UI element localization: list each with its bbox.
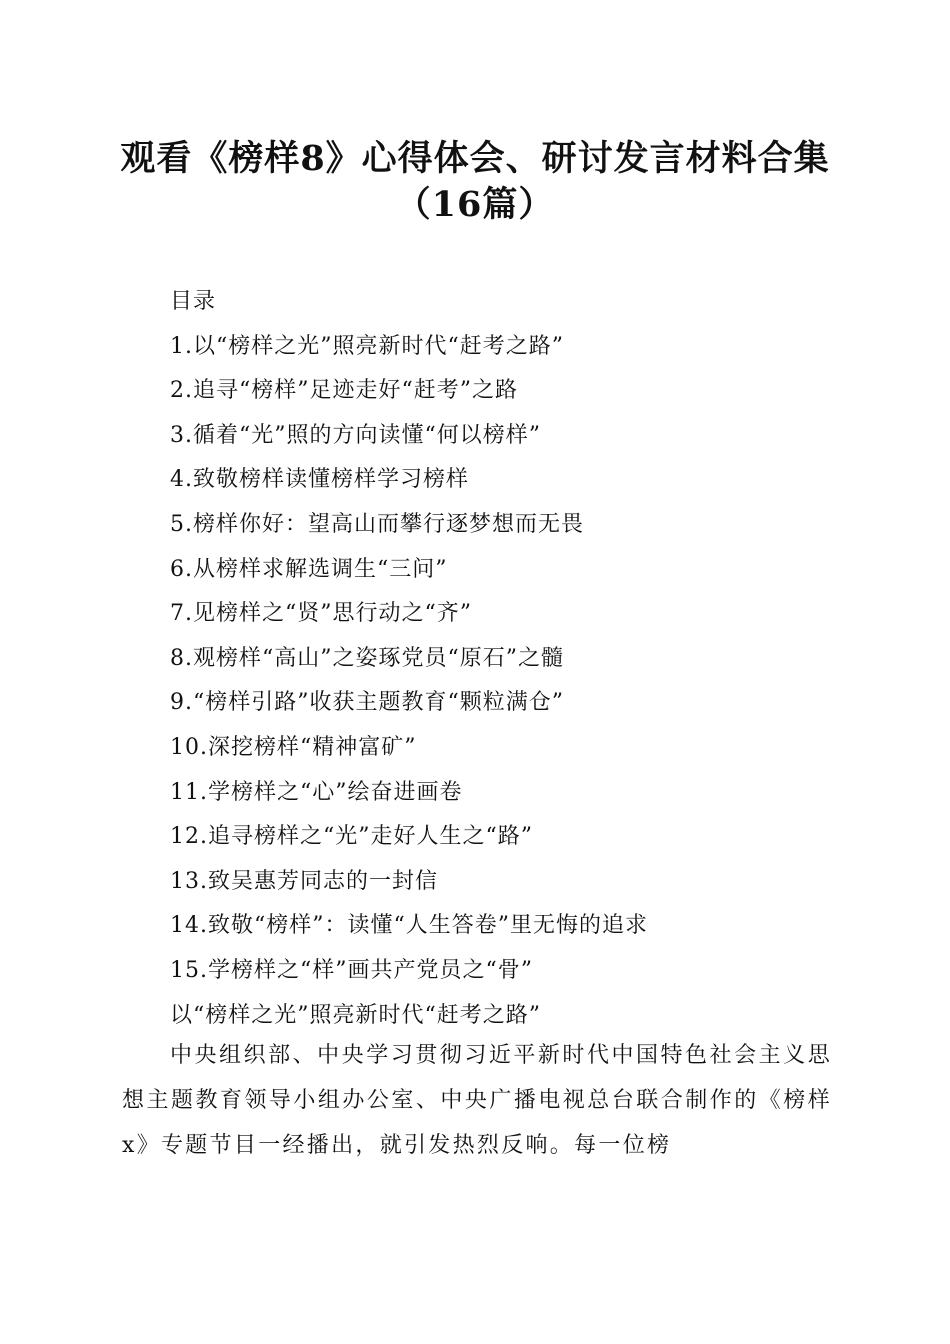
toc-item: 14.致敬“榜样”：读懂“人生答卷”里无悔的追求	[170, 913, 648, 939]
toc-item: 9.“榜样引路”收获主题教育“颗粒满仓”	[170, 690, 564, 716]
document-title-line1: 观看《榜样8》心得体会、研讨发言材料合集	[120, 138, 830, 179]
toc-item: 13.致吴惠芳同志的一封信	[170, 868, 438, 894]
table-of-contents	[170, 280, 890, 1038]
toc-item: 15.学榜样之“样”画共产党员之“骨”	[170, 957, 533, 983]
toc-item: 11.学榜样之“心”绘奋进画卷	[170, 779, 463, 805]
toc-item: 2.追寻“榜样”足迹走好“赶考”之路	[170, 378, 518, 404]
section-heading: 以“榜样之光”照亮新时代“赶考之路”	[170, 1002, 541, 1028]
toc-heading: 目录	[170, 289, 217, 314]
toc-item: 10.深挖榜样“精神富矿”	[170, 734, 417, 760]
toc-item: 1.以“榜样之光”照亮新时代“赶考之路”	[170, 333, 564, 359]
toc-item: 4.致敬榜样读懂榜样学习榜样	[170, 467, 469, 493]
body-paragraph: 中央组织部、中央学习贯彻习近平新时代中国特色社会主义思想主题教育领导小组办公室、中央广播电视总台联合制作的《榜样x》专题节目一经播出，就引发热烈反响。每一位榜	[122, 1043, 832, 1158]
toc-item: 7.见榜样之“贤”思行动之“齐”	[170, 601, 472, 627]
toc-item: 5.榜样你好：望高山而攀行逐梦想而无畏	[170, 511, 584, 537]
toc-item: 8.观榜样“高山”之姿琢党员“原石”之髓	[170, 645, 564, 671]
toc-item: 6.从榜样求解选调生“三问”	[170, 556, 448, 582]
toc-item: 3.循着“光”照的方向读懂“何以榜样”	[170, 422, 541, 448]
document-title-line2: （16篇）	[395, 184, 555, 225]
toc-item: 12.追寻榜样之“光”走好人生之“路”	[170, 824, 533, 850]
